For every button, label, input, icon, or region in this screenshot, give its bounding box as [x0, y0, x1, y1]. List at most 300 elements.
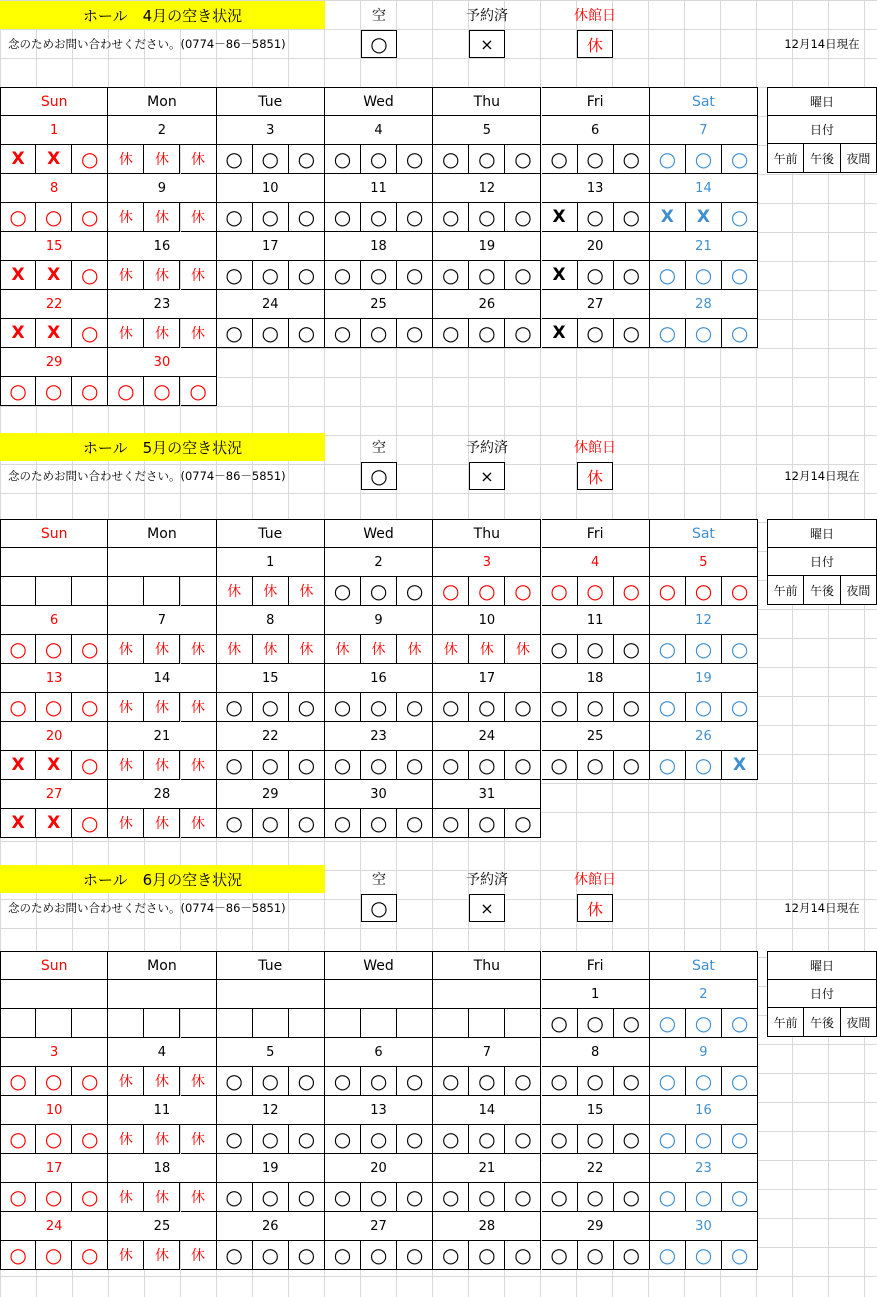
- key-date: 日付: [768, 548, 876, 576]
- day-date: 17: [433, 664, 541, 693]
- dow-tue: Tue: [217, 87, 325, 116]
- slot-available: ○: [578, 145, 614, 174]
- legend-closed-mark: 休: [577, 894, 613, 922]
- slot-available: ○: [614, 261, 650, 290]
- contact-note: 念のためお問い合わせください。(0774－86－5851): [8, 469, 286, 483]
- slot-booked: X: [722, 751, 758, 780]
- as-of-date: 12月14日現在: [784, 37, 860, 51]
- slot-closed: 休: [144, 1241, 180, 1270]
- dow-tue: Tue: [217, 519, 325, 548]
- legend-available-mark: ○: [361, 30, 397, 58]
- slot-booked: X: [686, 203, 722, 232]
- day-date: 22: [217, 722, 325, 751]
- day-date: 15: [542, 1096, 650, 1125]
- day-date: [433, 980, 541, 1009]
- day-date: 26: [433, 290, 541, 319]
- slot-available: ○: [722, 319, 758, 348]
- slot-available: ○: [289, 1125, 325, 1154]
- dow-wed: Wed: [325, 951, 433, 980]
- slot-available: ○: [650, 1125, 686, 1154]
- slot-available: ○: [722, 635, 758, 664]
- day-date: 9: [325, 606, 433, 635]
- slot-available: ○: [0, 635, 36, 664]
- day-date: [0, 980, 108, 1009]
- slot-available: ○: [361, 751, 397, 780]
- slot-available: ○: [650, 1009, 686, 1038]
- legend-booked-mark: ×: [469, 30, 505, 58]
- dow-fri: Fri: [542, 519, 650, 548]
- slot-closed: 休: [361, 635, 397, 664]
- calendar-grid: [0, 951, 758, 1271]
- slot-booked: X: [542, 319, 578, 348]
- day-date: 15: [217, 664, 325, 693]
- slot-closed: 休: [217, 577, 253, 606]
- slot-closed: 休: [505, 635, 541, 664]
- slot-available: ○: [505, 1125, 541, 1154]
- slot-available: ○: [36, 203, 72, 232]
- day-date: 24: [433, 722, 541, 751]
- slot-available: ○: [361, 1241, 397, 1270]
- day-date: 14: [433, 1096, 541, 1125]
- slot-closed: 休: [144, 1067, 180, 1096]
- slot-empty: [181, 1009, 217, 1038]
- slot-closed: 休: [469, 635, 505, 664]
- slot-available: ○: [505, 577, 541, 606]
- dow-wed: Wed: [325, 519, 433, 548]
- month-section: [0, 432, 877, 864]
- slot-available: ○: [289, 1183, 325, 1212]
- slot-closed: 休: [144, 261, 180, 290]
- slot-available: ○: [361, 693, 397, 722]
- key-weekday: 曜日: [768, 952, 876, 980]
- slot-available: ○: [325, 261, 361, 290]
- slot-empty: [108, 1009, 144, 1038]
- slot-available: ○: [289, 261, 325, 290]
- legend-closed-mark: 休: [577, 462, 613, 490]
- slot-available: ○: [217, 1183, 253, 1212]
- slot-available: ○: [578, 635, 614, 664]
- day-date: 17: [0, 1154, 108, 1183]
- day-date: 2: [650, 980, 758, 1009]
- slot-empty: [144, 577, 180, 606]
- day-date: 17: [217, 232, 325, 261]
- slot-available: ○: [650, 635, 686, 664]
- slot-available: ○: [253, 751, 289, 780]
- day-date: 6: [0, 606, 108, 635]
- day-date: 10: [217, 174, 325, 203]
- slot-empty: [36, 577, 72, 606]
- slot-available: ○: [469, 1125, 505, 1154]
- slot-empty: [397, 1009, 433, 1038]
- slot-available: ○: [505, 319, 541, 348]
- slot-available: ○: [36, 635, 72, 664]
- slot-available: ○: [469, 203, 505, 232]
- slot-available: ○: [469, 751, 505, 780]
- slot-closed: 休: [144, 693, 180, 722]
- day-date: 25: [325, 290, 433, 319]
- day-date: 4: [542, 548, 650, 577]
- slot-booked: X: [36, 319, 72, 348]
- slot-available: ○: [325, 577, 361, 606]
- day-date: 11: [542, 606, 650, 635]
- slot-available: ○: [325, 203, 361, 232]
- day-date: 29: [217, 780, 325, 809]
- day-date: 28: [108, 780, 216, 809]
- day-date: 29: [542, 1212, 650, 1241]
- day-date: 27: [325, 1212, 433, 1241]
- legend-available-mark: ○: [361, 462, 397, 490]
- day-date: 21: [650, 232, 758, 261]
- slot-available: ○: [505, 261, 541, 290]
- slot-booked: X: [542, 203, 578, 232]
- legend-closed-label: 休館日: [574, 440, 616, 456]
- slot-available: ○: [289, 1067, 325, 1096]
- key-am: 午前: [768, 1008, 804, 1036]
- slot-available: ○: [253, 319, 289, 348]
- slot-available: ○: [578, 319, 614, 348]
- slot-available: ○: [0, 203, 36, 232]
- slot-available: ○: [542, 1125, 578, 1154]
- slot-closed: 休: [181, 261, 217, 290]
- slot-available: ○: [469, 577, 505, 606]
- day-date: 11: [325, 174, 433, 203]
- slot-empty: [433, 1009, 469, 1038]
- day-date: 3: [0, 1038, 108, 1067]
- day-date: 30: [650, 1212, 758, 1241]
- slot-available: ○: [614, 635, 650, 664]
- slot-closed: 休: [108, 751, 144, 780]
- slot-booked: X: [0, 809, 36, 838]
- slot-available: ○: [72, 1241, 108, 1270]
- slot-empty: [253, 1009, 289, 1038]
- slot-available: ○: [542, 1183, 578, 1212]
- slot-closed: 休: [181, 203, 217, 232]
- day-date: 4: [325, 116, 433, 145]
- slot-available: ○: [217, 261, 253, 290]
- slot-closed: 休: [289, 577, 325, 606]
- slot-booked: X: [0, 319, 36, 348]
- dow-sat: Sat: [650, 87, 758, 116]
- slot-available: ○: [686, 261, 722, 290]
- slot-available: ○: [325, 1241, 361, 1270]
- slot-empty: [144, 1009, 180, 1038]
- day-date: 16: [325, 664, 433, 693]
- slot-available: ○: [325, 809, 361, 838]
- dow-sun: Sun: [0, 519, 108, 548]
- slot-available: ○: [217, 1125, 253, 1154]
- day-date: 26: [650, 722, 758, 751]
- day-date: 8: [217, 606, 325, 635]
- day-date: 1: [542, 980, 650, 1009]
- slot-available: ○: [72, 693, 108, 722]
- contact-note: 念のためお問い合わせください。(0774－86－5851): [8, 37, 286, 51]
- slot-available: ○: [542, 145, 578, 174]
- slot-available: ○: [722, 1183, 758, 1212]
- slot-closed: 休: [108, 145, 144, 174]
- slot-closed: 休: [144, 203, 180, 232]
- slot-available: ○: [36, 377, 72, 406]
- slot-closed: 休: [181, 1183, 217, 1212]
- key-slots: [768, 1008, 876, 1036]
- day-date: 23: [650, 1154, 758, 1183]
- day-date: 19: [650, 664, 758, 693]
- slot-available: ○: [542, 635, 578, 664]
- slot-available: ○: [0, 1183, 36, 1212]
- slot-available: ○: [217, 693, 253, 722]
- legend-booked-mark: ×: [469, 462, 505, 490]
- slot-available: ○: [72, 635, 108, 664]
- day-date: 11: [108, 1096, 216, 1125]
- slot-available: ○: [722, 1009, 758, 1038]
- slot-closed: 休: [325, 635, 361, 664]
- slot-available: ○: [686, 1241, 722, 1270]
- legend-available-label: 空: [372, 440, 386, 456]
- slot-available: ○: [614, 1241, 650, 1270]
- dow-tue: Tue: [217, 951, 325, 980]
- day-date: 27: [0, 780, 108, 809]
- slot-available: ○: [469, 1241, 505, 1270]
- slot-available: ○: [433, 261, 469, 290]
- slot-available: ○: [325, 1183, 361, 1212]
- slot-available: ○: [361, 1067, 397, 1096]
- slot-available: ○: [72, 751, 108, 780]
- slot-available: ○: [686, 319, 722, 348]
- legend-available-mark: ○: [361, 894, 397, 922]
- calendar-grid: [0, 519, 758, 839]
- slot-empty: [108, 577, 144, 606]
- day-date: 4: [108, 1038, 216, 1067]
- slot-available: ○: [397, 1125, 433, 1154]
- slot-available: ○: [0, 1067, 36, 1096]
- day-date: 24: [0, 1212, 108, 1241]
- month-section: [0, 0, 877, 432]
- day-date: 6: [325, 1038, 433, 1067]
- slot-available: ○: [542, 1067, 578, 1096]
- slot-empty: [217, 1009, 253, 1038]
- slot-available: ○: [722, 1067, 758, 1096]
- day-date: 20: [0, 722, 108, 751]
- legend-booked-label: 予約済: [466, 8, 508, 24]
- key-night: 夜間: [846, 583, 871, 598]
- slot-available: ○: [650, 1067, 686, 1096]
- day-date: 28: [433, 1212, 541, 1241]
- slot-available: ○: [578, 261, 614, 290]
- day-date: 25: [542, 722, 650, 751]
- slot-closed: 休: [108, 1067, 144, 1096]
- slot-available: ○: [433, 1241, 469, 1270]
- slot-available: ○: [614, 693, 650, 722]
- slot-available: ○: [686, 693, 722, 722]
- slot-available: ○: [578, 1125, 614, 1154]
- key-pm: 午後: [804, 1008, 840, 1036]
- slot-closed: 休: [253, 577, 289, 606]
- slot-available: ○: [289, 693, 325, 722]
- slot-available: ○: [144, 377, 180, 406]
- slot-available: ○: [578, 1183, 614, 1212]
- slot-available: ○: [722, 203, 758, 232]
- slot-available: ○: [253, 1241, 289, 1270]
- slot-available: ○: [686, 145, 722, 174]
- slot-available: ○: [505, 145, 541, 174]
- slot-available: ○: [542, 751, 578, 780]
- day-date: 7: [650, 116, 758, 145]
- slot-available: ○: [217, 809, 253, 838]
- slot-available: ○: [289, 751, 325, 780]
- slot-available: ○: [253, 1125, 289, 1154]
- slot-available: ○: [614, 1183, 650, 1212]
- slot-available: ○: [433, 1125, 469, 1154]
- day-date: 12: [217, 1096, 325, 1125]
- slot-closed: 休: [108, 203, 144, 232]
- legend-booked-mark: ×: [469, 894, 505, 922]
- legend-booked-label: 予約済: [466, 440, 508, 456]
- as-of-date: 12月14日現在: [784, 469, 860, 483]
- slot-available: ○: [72, 203, 108, 232]
- slot-available: ○: [181, 377, 217, 406]
- slot-available: ○: [469, 693, 505, 722]
- slot-available: ○: [686, 751, 722, 780]
- slot-available: ○: [505, 1067, 541, 1096]
- slot-available: ○: [433, 1067, 469, 1096]
- slot-available: ○: [433, 751, 469, 780]
- key-slots: [768, 576, 876, 604]
- slot-available: ○: [0, 377, 36, 406]
- day-date: 3: [217, 116, 325, 145]
- day-date: 26: [217, 1212, 325, 1241]
- month-section: [0, 864, 877, 1296]
- slot-available: ○: [325, 319, 361, 348]
- slot-available: ○: [72, 1067, 108, 1096]
- slot-available: ○: [686, 1183, 722, 1212]
- day-date: 30: [108, 348, 216, 377]
- slot-available: ○: [72, 1183, 108, 1212]
- contact-note: 念のためお問い合わせください。(0774－86－5851): [8, 901, 286, 915]
- slot-available: ○: [253, 809, 289, 838]
- slot-available: ○: [36, 1183, 72, 1212]
- slot-available: ○: [469, 1067, 505, 1096]
- slot-closed: 休: [181, 751, 217, 780]
- slot-available: ○: [650, 145, 686, 174]
- slot-available: ○: [614, 319, 650, 348]
- slot-available: ○: [433, 1183, 469, 1212]
- slot-booked: X: [0, 261, 36, 290]
- slot-available: ○: [686, 1067, 722, 1096]
- slot-available: ○: [578, 577, 614, 606]
- day-date: 14: [108, 664, 216, 693]
- slot-available: ○: [578, 693, 614, 722]
- slot-closed: 休: [181, 635, 217, 664]
- day-date: 2: [325, 548, 433, 577]
- day-date: 1: [0, 116, 108, 145]
- slot-closed: 休: [108, 1125, 144, 1154]
- slot-available: ○: [722, 261, 758, 290]
- slot-available: ○: [397, 809, 433, 838]
- slot-closed: 休: [144, 1125, 180, 1154]
- slot-empty: [0, 1009, 36, 1038]
- day-date: 21: [108, 722, 216, 751]
- day-date: 15: [0, 232, 108, 261]
- slot-closed: 休: [108, 319, 144, 348]
- key-pm: 午後: [804, 576, 840, 604]
- slot-closed: 休: [181, 1241, 217, 1270]
- slot-available: ○: [650, 1183, 686, 1212]
- key-am: 午前: [768, 576, 804, 604]
- day-date: 13: [542, 174, 650, 203]
- slot-available: ○: [578, 1009, 614, 1038]
- slot-available: ○: [36, 1241, 72, 1270]
- day-date: 16: [650, 1096, 758, 1125]
- day-date: 27: [542, 290, 650, 319]
- slot-available: ○: [650, 693, 686, 722]
- slot-available: ○: [686, 1125, 722, 1154]
- slot-available: ○: [0, 1125, 36, 1154]
- day-date: 5: [650, 548, 758, 577]
- slot-available: ○: [469, 145, 505, 174]
- day-date: 16: [108, 232, 216, 261]
- day-date: 18: [108, 1154, 216, 1183]
- slot-available: ○: [722, 693, 758, 722]
- slot-available: ○: [325, 693, 361, 722]
- slot-available: ○: [469, 1183, 505, 1212]
- slot-available: ○: [686, 577, 722, 606]
- slot-empty: [505, 1009, 541, 1038]
- slot-closed: 休: [144, 751, 180, 780]
- legend-closed-mark: 休: [577, 30, 613, 58]
- slot-available: ○: [650, 261, 686, 290]
- legend-booked-label: 予約済: [466, 872, 508, 888]
- slot-closed: 休: [397, 635, 433, 664]
- key-weekday: 曜日: [768, 520, 876, 548]
- slot-empty: [361, 1009, 397, 1038]
- slot-booked: X: [36, 809, 72, 838]
- legend-key: [767, 951, 877, 1037]
- day-date: 21: [433, 1154, 541, 1183]
- slot-available: ○: [505, 751, 541, 780]
- slot-available: ○: [469, 319, 505, 348]
- slot-available: ○: [72, 319, 108, 348]
- dow-mon: Mon: [108, 951, 216, 980]
- slot-closed: 休: [181, 145, 217, 174]
- slot-available: ○: [433, 577, 469, 606]
- slot-available: ○: [325, 1067, 361, 1096]
- day-date: [108, 548, 216, 577]
- day-date: 20: [542, 232, 650, 261]
- legend-available-label: 空: [372, 872, 386, 888]
- dow-mon: Mon: [108, 519, 216, 548]
- day-date: 12: [433, 174, 541, 203]
- day-date: 6: [542, 116, 650, 145]
- slot-closed: 休: [108, 261, 144, 290]
- slot-available: ○: [433, 145, 469, 174]
- slot-available: ○: [505, 809, 541, 838]
- slot-available: ○: [325, 145, 361, 174]
- slot-available: ○: [361, 145, 397, 174]
- slot-available: ○: [36, 693, 72, 722]
- slot-available: ○: [361, 261, 397, 290]
- slot-closed: 休: [253, 635, 289, 664]
- slot-available: ○: [614, 1067, 650, 1096]
- dow-thu: Thu: [433, 87, 541, 116]
- day-date: 22: [0, 290, 108, 319]
- slot-available: ○: [614, 577, 650, 606]
- slot-booked: X: [542, 261, 578, 290]
- slot-available: ○: [542, 1009, 578, 1038]
- slot-available: ○: [72, 809, 108, 838]
- key-slots: [768, 144, 876, 172]
- slot-closed: 休: [181, 319, 217, 348]
- slot-booked: X: [0, 145, 36, 174]
- slot-closed: 休: [289, 635, 325, 664]
